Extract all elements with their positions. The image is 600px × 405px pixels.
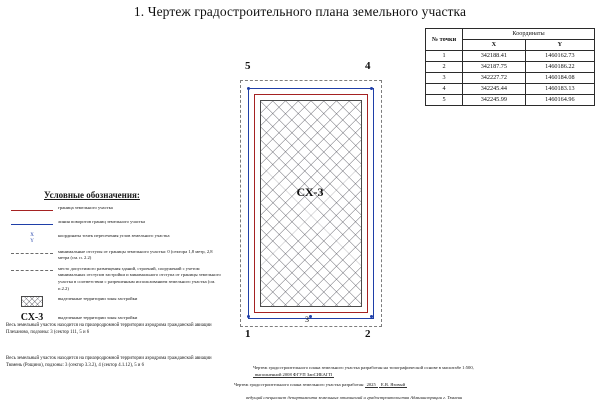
legend-item-setbacks [6,248,221,262]
cell-y: 1460164.96 [525,95,594,106]
footer-date: 2025 [366,382,376,387]
header-coordinates: Координаты [463,29,595,40]
table-row [426,95,595,106]
legend-item-coordinates [6,232,221,245]
xy-icon-y: Y [30,238,34,244]
header-y: Y [525,40,594,51]
header-x: X [463,40,526,51]
legend-item-turning-line [6,218,221,229]
cell-x: 342245.99 [463,95,526,106]
legend-item-label: выделенные территории зоны застройки [58,314,138,320]
cell-y: 1460186.22 [525,62,594,73]
footer-author-line [234,381,598,388]
cell-point: 5 [426,95,463,106]
xy-icon-x: X [30,233,34,238]
footer-scale-text: Чертеж градостроительного плана земельного участка разработан на топографической основе в масштабе 1:500, [253,365,474,370]
cell-point: 3 [426,73,463,84]
note-aerodrome-roschino: Весь земельный участок находится на приаэродромной территории аэродрома гражданской авиации Тюмень (Рощино), подзоны: 3 (сектор 3.3.2), 4 (сектор 4.1.12), 5 и 6 [6,356,212,369]
legend-item-buildable-area [6,265,221,293]
legend-item-label: линия поворотов границ земельного участка [58,219,146,224]
legend-item-label: граница земельного участка [58,205,113,210]
cell-point: 4 [426,84,463,95]
table-header-row [426,29,595,40]
legend-item-label: координаты точек пересечения углов земельного участка [58,233,170,238]
footer-scale-note [253,364,598,379]
vertex-dot-1 [247,315,250,318]
vertex-dot-3 [309,315,312,318]
dashed-line-icon [6,248,58,259]
table-row [426,62,595,73]
legend-item-parcel-boundary [6,204,221,215]
xy-point-icon [6,232,58,245]
footer-author-name: Е.В. Язовый [380,382,406,387]
cell-x: 342187.75 [463,62,526,73]
zone-code-icon: СХ-3 [20,312,44,324]
footer-author-prefix: Чертеж градостроительного плана земельного участка разработан [234,382,364,387]
coordinates-table [425,28,595,106]
vertex-dot-2 [370,315,373,318]
table-row [426,51,595,62]
cell-y: 1460184.08 [525,73,594,84]
vertex-label-5: 5 [245,60,251,72]
vertex-label-4: 4 [365,60,371,72]
cell-y: 1460162.73 [525,51,594,62]
page-title: 1. Чертеж градостроительного плана земельного участка [133,4,467,19]
legend-item-label: минимальные отступы от границы земельного участка: 0 (сектора 1,8 метр, 2,8 метра (см. п. 2.2) [58,248,213,261]
footer-survey-org: выполненной 2008 ФГУП ЗапСИБАГП [255,372,332,378]
note-aerodrome-plekhanovo: Весь земельный участок находится на приаэродромной территории аэродрома гражданской авиации Плеханово, подзоны: 3 (сектор 111, 5 и 6 [6,323,212,336]
vertex-label-3: 3 [305,315,309,324]
cell-x: 342245.44 [463,84,526,95]
table-row [426,84,595,95]
blue-line-icon [6,218,58,229]
cell-point: 1 [426,51,463,62]
legend-item-zone-hatch [6,295,221,307]
vertex-label-2: 2 [365,328,371,340]
header-point-number: № точки [426,29,463,51]
legend-title: Условные обозначения: [44,190,140,200]
vertex-dot-5 [247,87,250,90]
plot-drawing [232,60,407,340]
cell-x: 342188.41 [463,51,526,62]
legend-item-label: выделенные территории зоны застройки [58,296,138,302]
legend [6,190,221,329]
table-row [426,73,595,84]
plot-zone-label: СХ-3 [296,185,324,199]
legend-item-label: место допустимого размещения зданий, строений, сооружений с учетом минимальных отступов застройки и минимального отступа от границы земельного участка в соответствии с разрешенным использованием земельного участка (см. п.2.2) [58,265,221,291]
vertex-label-1: 1 [245,328,251,340]
dashed-line-icon [6,265,58,276]
red-line-icon [6,204,58,215]
cell-x: 342227.72 [463,73,526,84]
vertex-dot-4 [370,87,373,90]
footer-position-note: ведущий специалист департамента земельных отношений и градостроительства Администрации г. Тюмени [246,395,463,400]
cell-y: 1460183.13 [525,84,594,95]
cell-point: 2 [426,62,463,73]
buildable-area-hatch [260,100,362,307]
hatch-icon [6,295,58,307]
